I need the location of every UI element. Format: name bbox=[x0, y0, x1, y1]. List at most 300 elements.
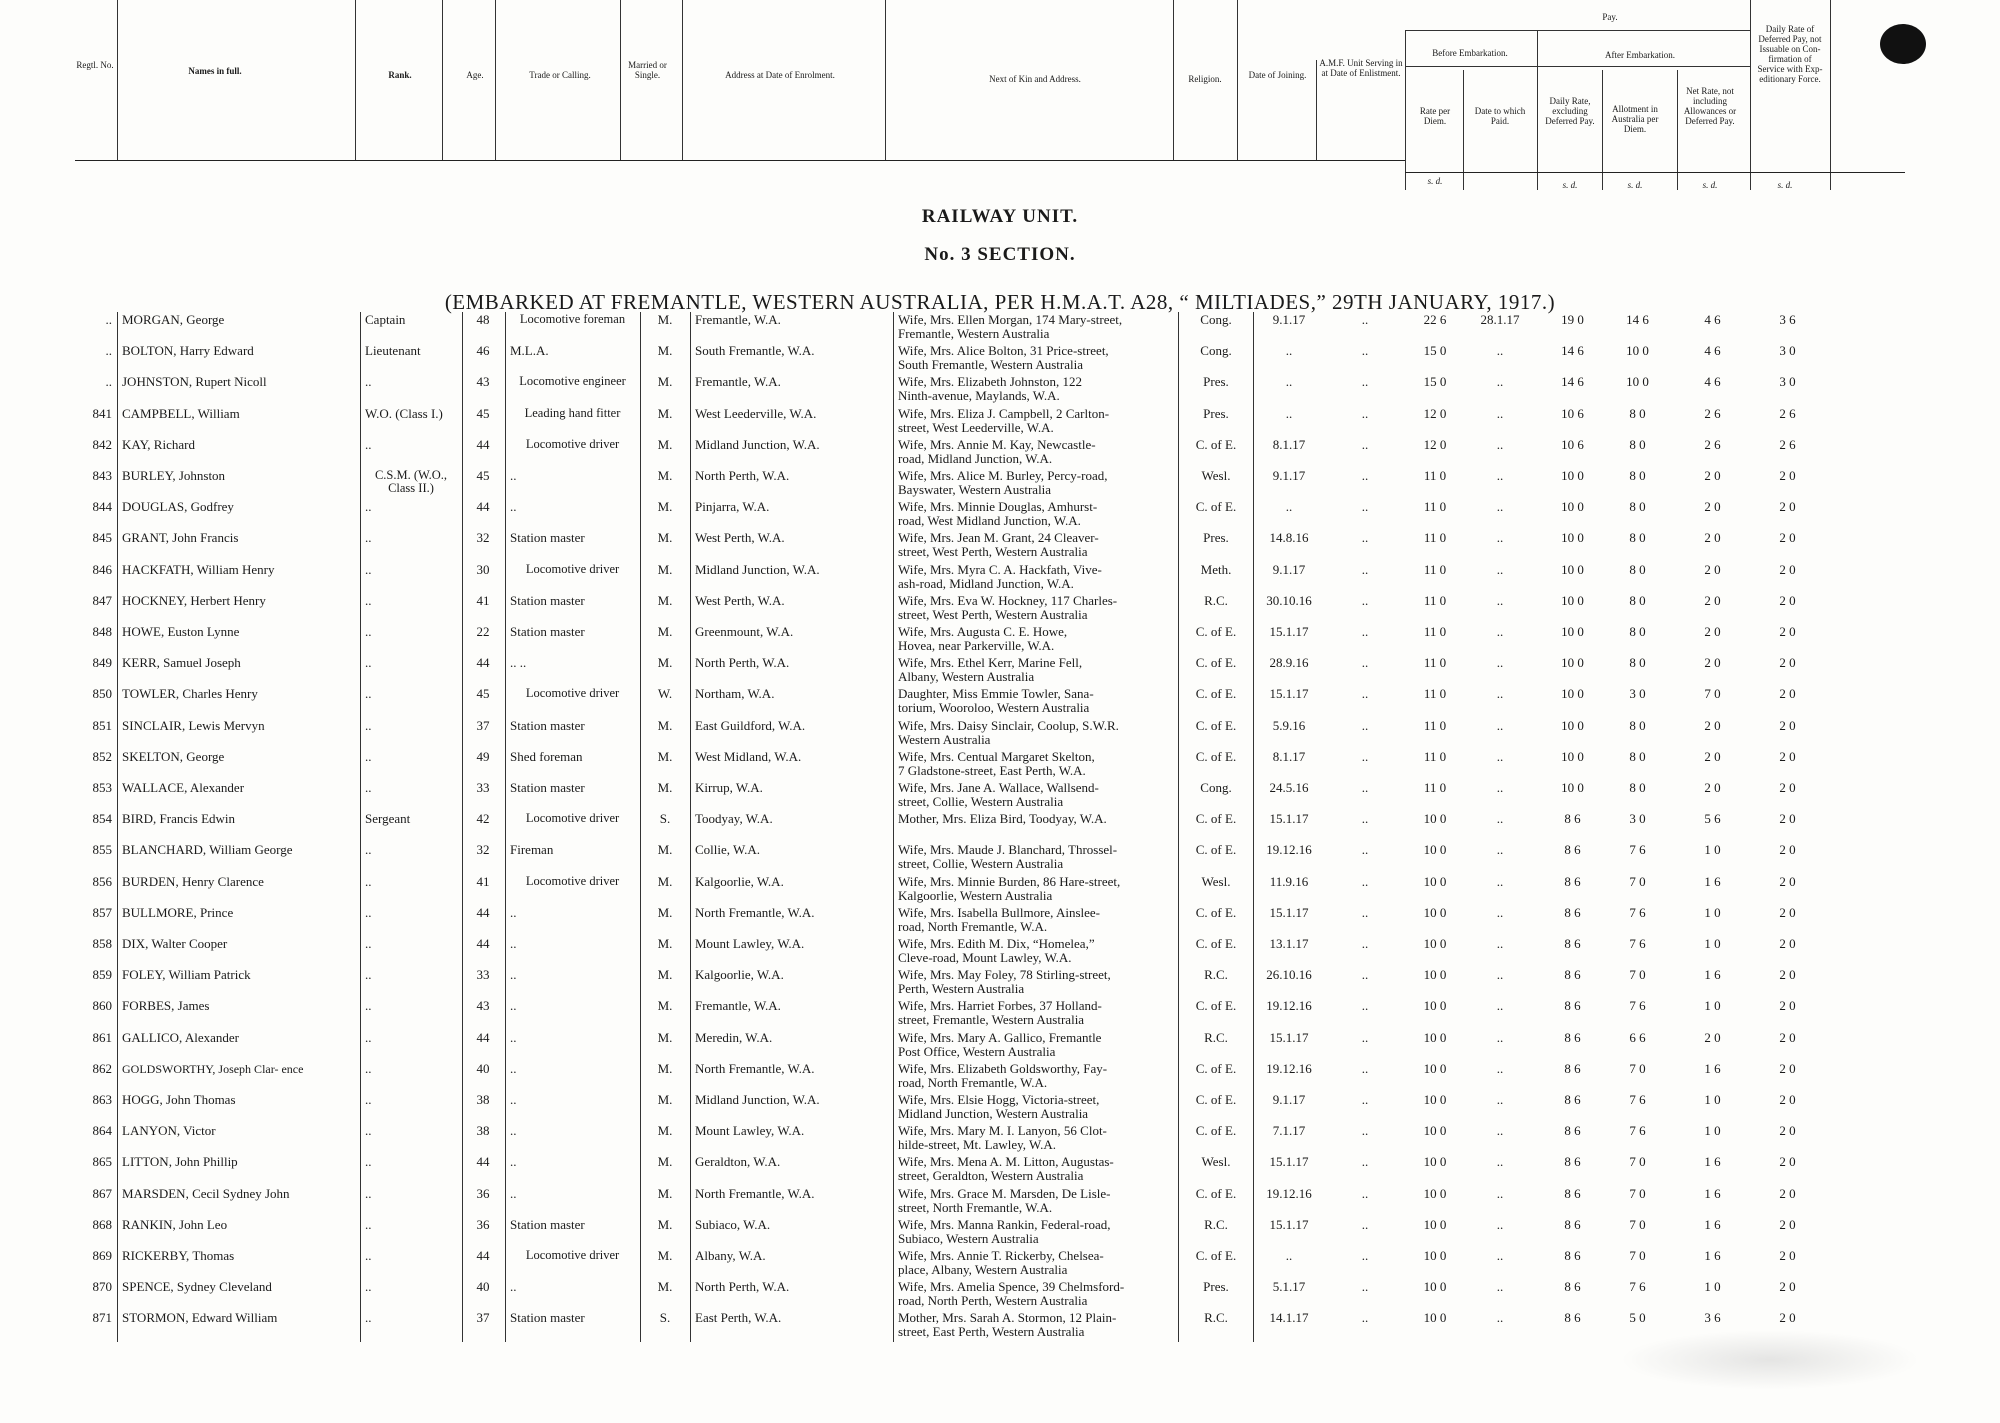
cell-age: 45 bbox=[476, 686, 490, 702]
cell-r3: 8 6 bbox=[1564, 842, 1581, 858]
cell-age: 44 bbox=[476, 655, 490, 671]
cell-r3: 10 0 bbox=[1561, 592, 1584, 608]
cell-rank: .. bbox=[365, 499, 372, 515]
cell-r3: 19 0 bbox=[1561, 312, 1584, 327]
table-row bbox=[0, 811, 2000, 842]
cell-rel: Cong. bbox=[1200, 312, 1232, 327]
cell-r3: 10 0 bbox=[1561, 561, 1584, 577]
cell-r3: 10 0 bbox=[1561, 717, 1584, 733]
cell-amf: .. bbox=[1361, 842, 1369, 858]
rule bbox=[1316, 60, 1317, 160]
cell-kin2: Fremantle, Western Australia bbox=[898, 326, 1050, 341]
cell-rank: .. bbox=[365, 842, 372, 858]
cell-kin2: road, North Fremantle, W.A. bbox=[898, 1074, 1048, 1090]
cell-ms: M. bbox=[657, 499, 673, 515]
cell-r1: 11 0 bbox=[1423, 655, 1447, 671]
cell-name: RANKIN, John Leo bbox=[122, 1216, 228, 1232]
cell-name: FORBES, James bbox=[122, 998, 210, 1014]
cell-kin1: Wife, Mrs. Manna Rankin, Federal-road, bbox=[898, 1216, 1111, 1232]
cell-trade: .. .. bbox=[510, 655, 527, 671]
cell-no: .. bbox=[105, 343, 112, 359]
cell-r5: 1 6 bbox=[1704, 967, 1721, 983]
cell-r5: 2 6 bbox=[1704, 436, 1721, 452]
cell-trade: Station master bbox=[510, 1216, 585, 1232]
cell-r6: 2 0 bbox=[1779, 717, 1796, 733]
cell-kin2: Albany, Western Australia bbox=[898, 669, 1035, 685]
cell-rel: C. of E. bbox=[1195, 842, 1237, 858]
cell-amf: .. bbox=[1361, 1154, 1369, 1170]
cell-rel: C. of E. bbox=[1195, 624, 1237, 639]
rule bbox=[1405, 30, 1406, 190]
cell-r1: 10 0 bbox=[1423, 1310, 1447, 1326]
cell-addr: Mount Lawley, W.A. bbox=[695, 936, 805, 951]
cell-r5: 1 6 bbox=[1704, 1060, 1721, 1076]
cell-r2: .. bbox=[1496, 530, 1504, 546]
cell-trade: Locomotive driver bbox=[525, 436, 620, 451]
cell-ms: M. bbox=[657, 436, 673, 452]
cell-r2: .. bbox=[1496, 624, 1504, 639]
cell-kin2: torium, Wooroloo, Western Australia bbox=[898, 700, 1090, 716]
cell-r4: 14 6 bbox=[1626, 312, 1649, 327]
cell-r5: 1 6 bbox=[1704, 1216, 1721, 1232]
cell-age: 40 bbox=[476, 1279, 490, 1295]
cell-name: BURDEN, Henry Clarence bbox=[122, 873, 264, 889]
cell-rank: .. bbox=[365, 530, 372, 546]
cell-kin2: street, North Fremantle, W.A. bbox=[898, 1199, 1053, 1215]
embarkation-title: (EMBARKED AT FREMANTLE, WESTERN AUSTRALIA, PER H.M.A.T. A28, “ MILTIADES,” 29TH JANUARY, 1917.) bbox=[444, 290, 1556, 314]
cell-kin2: place, Albany, Western Australia bbox=[898, 1262, 1068, 1277]
table-row bbox=[0, 936, 2000, 967]
cell-r3: 10 0 bbox=[1561, 530, 1584, 546]
cell-name: LANYON, Victor bbox=[122, 1123, 216, 1139]
cell-age: 44 bbox=[476, 436, 490, 452]
cell-no: 841 bbox=[92, 405, 112, 421]
cell-kin2: 7 Gladstone-street, East Perth, W.A. bbox=[898, 762, 1086, 778]
cell-r3: 10 0 bbox=[1561, 780, 1584, 795]
cell-r2: .. bbox=[1496, 405, 1504, 421]
cell-no: 868 bbox=[92, 1216, 112, 1232]
cell-addr: Midland Junction, W.A. bbox=[695, 1092, 820, 1107]
cell-rank: .. bbox=[365, 1310, 372, 1326]
cell-age: 32 bbox=[476, 530, 490, 546]
cell-r2: .. bbox=[1496, 717, 1504, 733]
cell-r3: 8 6 bbox=[1564, 1279, 1581, 1295]
cell-rank: Sergeant bbox=[365, 811, 411, 827]
cell-kin1: Wife, Mrs. Grace M. Marsden, De Lisle- bbox=[898, 1185, 1111, 1201]
cell-rel: C. of E. bbox=[1195, 655, 1237, 671]
cell-r3: 8 6 bbox=[1564, 967, 1581, 983]
cell-no: 846 bbox=[92, 561, 112, 577]
cell-rel: R.C. bbox=[1204, 592, 1228, 608]
cell-amf: .. bbox=[1361, 1092, 1369, 1107]
cell-r5: 2 0 bbox=[1704, 468, 1721, 483]
cell-trade: Station master bbox=[510, 530, 585, 546]
cell-r6: 2 0 bbox=[1779, 1154, 1796, 1170]
cell-addr: Midland Junction, W.A. bbox=[695, 561, 820, 577]
cell-r3: 8 6 bbox=[1564, 998, 1581, 1014]
cell-addr: Kirrup, W.A. bbox=[695, 780, 763, 795]
cell-r4: 8 0 bbox=[1629, 655, 1646, 671]
cell-r6: 2 0 bbox=[1779, 1279, 1796, 1295]
cell-rel: R.C. bbox=[1204, 967, 1228, 983]
cell-r1: 10 0 bbox=[1423, 1154, 1447, 1170]
cell-no: 861 bbox=[92, 1029, 112, 1045]
cell-r5: 2 0 bbox=[1704, 748, 1721, 764]
cell-amf: .. bbox=[1361, 1123, 1369, 1139]
cell-no: 862 bbox=[92, 1060, 112, 1076]
cell-kin2: Subiaco, Western Australia bbox=[898, 1230, 1039, 1246]
cell-r6: 2 0 bbox=[1779, 904, 1796, 920]
cell-r4: 7 6 bbox=[1629, 936, 1646, 951]
cell-rel: C. of E. bbox=[1195, 936, 1237, 951]
cell-rel: C. of E. bbox=[1195, 1185, 1237, 1201]
rule bbox=[117, 0, 118, 160]
cell-r5: 7 0 bbox=[1704, 686, 1721, 702]
cell-date: 11.9.16 bbox=[1269, 873, 1309, 889]
cell-kin1: Wife, Mrs. Harriet Forbes, 37 Holland- bbox=[898, 998, 1102, 1014]
cell-kin1: Wife, Mrs. May Foley, 78 Stirling-street, bbox=[898, 967, 1111, 983]
cell-r1: 10 0 bbox=[1423, 873, 1447, 889]
rule bbox=[1405, 30, 1750, 31]
cell-r1: 15 0 bbox=[1423, 343, 1447, 359]
col-after-embarkation: After Embarkation. bbox=[1605, 50, 1675, 60]
cell-r1: 10 0 bbox=[1423, 811, 1447, 827]
cell-amf: .. bbox=[1361, 655, 1369, 671]
cell-date: .. bbox=[1285, 343, 1293, 359]
col-names: Names in full. bbox=[188, 66, 242, 76]
cell-r5: 1 0 bbox=[1704, 998, 1721, 1014]
cell-r4: 7 0 bbox=[1629, 1185, 1646, 1201]
cell-trade: Locomotive foreman bbox=[519, 312, 626, 326]
cell-r4: 8 0 bbox=[1629, 468, 1646, 483]
cell-date: 9.1.17 bbox=[1272, 468, 1306, 483]
cell-r6: 2 0 bbox=[1779, 842, 1796, 858]
cell-r6: 2 0 bbox=[1779, 499, 1796, 515]
cell-age: 44 bbox=[476, 1154, 490, 1170]
table-row bbox=[0, 1154, 2000, 1185]
cell-r5: 4 6 bbox=[1704, 312, 1721, 327]
cell-rel: Wesl. bbox=[1201, 468, 1231, 483]
table-row bbox=[0, 1123, 2000, 1154]
cell-rank: .. bbox=[365, 904, 372, 920]
cell-age: 44 bbox=[476, 1248, 490, 1263]
col-regtl-no: Regtl. No. bbox=[76, 60, 114, 70]
cell-kin1: Wife, Mrs. Eliza J. Campbell, 2 Carlton- bbox=[898, 405, 1110, 421]
cell-r6: 3 0 bbox=[1779, 374, 1796, 390]
cell-amf: .. bbox=[1361, 904, 1369, 920]
cell-r1: 10 0 bbox=[1423, 967, 1447, 983]
cell-r2: .. bbox=[1496, 1279, 1504, 1295]
cell-r6: 3 6 bbox=[1779, 312, 1796, 327]
cell-addr: Fremantle, W.A. bbox=[695, 374, 781, 390]
cell-kin1: Wife, Mrs. Augusta C. E. Howe, bbox=[898, 624, 1068, 639]
column-header bbox=[0, 0, 2000, 190]
cell-age: 44 bbox=[476, 936, 490, 951]
table-row bbox=[0, 343, 2000, 374]
cell-trade: Station master bbox=[510, 592, 585, 608]
cell-ms: M. bbox=[657, 1185, 673, 1201]
cell-r6: 2 0 bbox=[1779, 561, 1796, 577]
cell-r5: 1 0 bbox=[1704, 842, 1721, 858]
cell-age: 42 bbox=[476, 811, 490, 827]
table-row bbox=[0, 1030, 2000, 1061]
cell-r4: 8 0 bbox=[1629, 530, 1646, 546]
cell-kin1: Wife, Mrs. Alice Bolton, 31 Price-street, bbox=[898, 343, 1109, 359]
cell-rank: .. bbox=[365, 561, 372, 577]
cell-r3: 8 6 bbox=[1564, 1216, 1581, 1232]
table-row bbox=[0, 718, 2000, 749]
cell-no: 842 bbox=[92, 436, 112, 452]
cell-r5: 1 0 bbox=[1704, 1123, 1721, 1139]
cell-r3: 14 6 bbox=[1561, 374, 1584, 390]
cell-rank: .. bbox=[365, 1185, 372, 1201]
cell-no: 863 bbox=[92, 1092, 112, 1107]
cell-r1: 22 6 bbox=[1423, 312, 1447, 327]
cell-kin1: Wife, Mrs. Jane A. Wallace, Wallsend- bbox=[898, 780, 1099, 795]
cell-r2: .. bbox=[1496, 904, 1504, 920]
cell-r1: 11 0 bbox=[1423, 499, 1447, 515]
cell-kin2: Perth, Western Australia bbox=[898, 981, 1025, 997]
cell-r6: 2 0 bbox=[1779, 530, 1796, 546]
cell-kin2: Cleve-road, Mount Lawley, W.A. bbox=[898, 950, 1072, 965]
ink-blot bbox=[1880, 24, 1926, 64]
cell-r3: 10 6 bbox=[1561, 405, 1584, 421]
cell-ms: M. bbox=[657, 780, 673, 795]
cell-no: .. bbox=[105, 374, 112, 390]
cell-ms: M. bbox=[657, 1060, 673, 1076]
rule bbox=[75, 160, 1405, 161]
cell-amf: .. bbox=[1361, 624, 1369, 639]
cell-r6: 2 0 bbox=[1779, 873, 1796, 889]
cell-r2: .. bbox=[1496, 1216, 1504, 1232]
cell-r1: 11 0 bbox=[1423, 717, 1447, 733]
cell-age: 45 bbox=[476, 468, 490, 483]
cell-r5: 4 6 bbox=[1704, 343, 1721, 359]
cell-r5: 1 6 bbox=[1704, 1185, 1721, 1201]
cell-rank: .. bbox=[365, 1123, 372, 1139]
cell-amf: .. bbox=[1361, 686, 1369, 702]
cell-rel: C. of E. bbox=[1195, 717, 1237, 733]
cell-date: 8.1.17 bbox=[1272, 436, 1306, 452]
rule bbox=[1405, 66, 1750, 67]
cell-kin2: South Fremantle, Western Australia bbox=[898, 357, 1084, 373]
cell-trade: M.L.A. bbox=[510, 343, 549, 359]
cell-kin1: Wife, Mrs. Minnie Burden, 86 Hare-street, bbox=[898, 873, 1121, 889]
cell-rel: Pres. bbox=[1203, 405, 1229, 421]
cell-rel: Cong. bbox=[1200, 780, 1232, 795]
cell-name: HACKFATH, William Henry bbox=[122, 561, 275, 577]
cell-rel: Pres. bbox=[1203, 374, 1229, 390]
cell-no: 844 bbox=[92, 499, 112, 515]
cell-age: 41 bbox=[476, 873, 490, 889]
cell-amf: .. bbox=[1361, 1185, 1369, 1201]
cell-r6: 2 0 bbox=[1779, 1092, 1796, 1107]
cell-kin2: street, West Perth, Western Australia bbox=[898, 606, 1088, 622]
rule bbox=[682, 0, 683, 160]
cell-no: .. bbox=[105, 312, 112, 327]
cell-amf: .. bbox=[1361, 1029, 1369, 1045]
cell-r4: 8 0 bbox=[1629, 499, 1646, 515]
cell-kin2: road, North Perth, Western Australia bbox=[898, 1293, 1088, 1309]
cell-date: 15.1.17 bbox=[1269, 686, 1309, 702]
cell-r2: .. bbox=[1496, 748, 1504, 764]
cell-r2: .. bbox=[1496, 655, 1504, 671]
cell-kin1: Wife, Mrs. Isabella Bullmore, Ainslee- bbox=[898, 904, 1101, 920]
cell-rank: .. bbox=[365, 998, 372, 1014]
cell-no: 865 bbox=[92, 1154, 112, 1170]
cell-r2: .. bbox=[1496, 592, 1504, 608]
cell-r1: 11 0 bbox=[1423, 592, 1447, 608]
section-title: No. 3 SECTION. bbox=[924, 244, 1076, 265]
cell-r1: 10 0 bbox=[1423, 936, 1447, 951]
cell-rank: .. bbox=[365, 936, 372, 951]
cell-r1: 10 0 bbox=[1423, 1248, 1447, 1263]
cell-r2: .. bbox=[1496, 1248, 1504, 1263]
cell-r4: 5 0 bbox=[1629, 1310, 1646, 1326]
cell-rel: C. of E. bbox=[1195, 811, 1237, 827]
cell-amf: .. bbox=[1361, 468, 1369, 483]
cell-r6: 2 6 bbox=[1779, 405, 1796, 421]
cell-name: FOLEY, William Patrick bbox=[122, 967, 251, 983]
cell-rel: C. of E. bbox=[1195, 748, 1237, 764]
cell-r2: .. bbox=[1496, 1154, 1504, 1170]
cell-rel: C. of E. bbox=[1195, 1060, 1237, 1076]
cell-name: STORMON, Edward William bbox=[122, 1310, 278, 1326]
cell-r1: 10 0 bbox=[1423, 904, 1447, 920]
cell-ms: M. bbox=[657, 343, 673, 359]
cell-no: 869 bbox=[92, 1248, 112, 1263]
cell-addr: Kalgoorlie, W.A. bbox=[695, 873, 784, 889]
cell-rank: .. bbox=[365, 1060, 372, 1076]
cell-r6: 2 0 bbox=[1779, 592, 1796, 608]
cell-amf: .. bbox=[1361, 1310, 1369, 1326]
cell-kin2: street, Collie, Western Australia bbox=[898, 856, 1064, 872]
cell-date: 28.9.16 bbox=[1269, 655, 1309, 671]
cell-rel: C. of E. bbox=[1195, 904, 1237, 920]
cell-trade: .. bbox=[510, 967, 517, 983]
cell-addr: Meredin, W.A. bbox=[695, 1029, 773, 1045]
cell-trade: .. bbox=[510, 998, 517, 1014]
cell-name: MORGAN, George bbox=[122, 312, 225, 327]
cell-trade: .. bbox=[510, 1154, 517, 1170]
cell-amf: .. bbox=[1361, 998, 1369, 1014]
cell-trade: .. bbox=[510, 1185, 517, 1201]
cell-ms: M. bbox=[657, 1248, 673, 1263]
cell-kin2: Kalgoorlie, Western Australia bbox=[898, 887, 1053, 903]
cell-r3: 8 6 bbox=[1564, 1123, 1581, 1139]
cell-addr: North Perth, W.A. bbox=[695, 1279, 790, 1295]
cell-rank: .. bbox=[365, 436, 372, 452]
cell-rel: Wesl. bbox=[1201, 1154, 1231, 1170]
cell-rel: C. of E. bbox=[1195, 499, 1237, 515]
cell-r4: 7 6 bbox=[1629, 842, 1646, 858]
cell-r4: 7 6 bbox=[1629, 904, 1646, 920]
cell-r2: .. bbox=[1496, 343, 1504, 359]
unit-title: RAILWAY UNIT. bbox=[921, 206, 1079, 227]
cell-ms: M. bbox=[657, 1216, 673, 1232]
cell-addr: Northam, W.A. bbox=[695, 686, 775, 702]
cell-r6: 2 6 bbox=[1779, 436, 1796, 452]
cell-kin1: Wife, Mrs. Elsie Hogg, Victoria-street, bbox=[898, 1092, 1100, 1107]
cell-date: 7.1.17 bbox=[1272, 1123, 1306, 1139]
cell-date: 19.12.16 bbox=[1266, 1185, 1312, 1201]
cell-date: .. bbox=[1285, 499, 1293, 515]
cell-kin2: street, West Leederville, W.A. bbox=[898, 419, 1054, 435]
cell-r1: 10 0 bbox=[1423, 1185, 1447, 1201]
cell-r2: .. bbox=[1496, 998, 1504, 1014]
cell-age: 44 bbox=[476, 1029, 490, 1045]
cell-trade: Station master bbox=[510, 1310, 585, 1326]
cell-age: 22 bbox=[476, 624, 490, 639]
cell-r1: 12 0 bbox=[1423, 405, 1447, 421]
cell-rel: R.C. bbox=[1204, 1310, 1228, 1326]
cell-name: GRANT, John Francis bbox=[122, 530, 239, 546]
cell-date: .. bbox=[1285, 1248, 1293, 1263]
cell-trade: .. bbox=[510, 1060, 517, 1076]
cell-r3: 10 0 bbox=[1561, 655, 1584, 671]
cell-rel: Cong. bbox=[1200, 343, 1232, 359]
cell-r4: 3 0 bbox=[1629, 811, 1646, 827]
cell-r6: 3 0 bbox=[1779, 343, 1796, 359]
cell-ms: M. bbox=[657, 1029, 673, 1045]
cell-r5: 2 6 bbox=[1704, 405, 1721, 421]
cell-ms: M. bbox=[657, 904, 673, 920]
table-row bbox=[0, 874, 2000, 905]
col-date-paid: Date to which Paid. bbox=[1474, 106, 1526, 126]
cell-amf: .. bbox=[1361, 499, 1369, 515]
cell-name: SKELTON, George bbox=[122, 748, 225, 764]
cell-r3: 8 6 bbox=[1564, 1248, 1581, 1263]
cell-kin2: Bayswater, Western Australia bbox=[898, 482, 1052, 497]
cell-r5: 2 0 bbox=[1704, 780, 1721, 795]
cell-rank: .. bbox=[365, 1092, 372, 1107]
cell-no: 859 bbox=[92, 967, 112, 983]
cell-r5: 3 6 bbox=[1704, 1310, 1721, 1326]
rule bbox=[620, 0, 621, 160]
cell-age: 44 bbox=[476, 904, 490, 920]
cell-ms: M. bbox=[657, 624, 673, 639]
cell-r1: 11 0 bbox=[1423, 780, 1447, 795]
cell-trade: Locomotive engineer bbox=[519, 374, 626, 389]
cell-ms: S. bbox=[659, 811, 671, 827]
cell-r5: 1 6 bbox=[1704, 1154, 1721, 1170]
cell-r3: 8 6 bbox=[1564, 1185, 1581, 1201]
cell-kin1: Wife, Mrs. Centual Margaret Skelton, bbox=[898, 748, 1095, 764]
cell-name: TOWLER, Charles Henry bbox=[122, 686, 258, 702]
cell-r5: 1 0 bbox=[1704, 1092, 1721, 1107]
cell-amf: .. bbox=[1361, 436, 1369, 452]
cell-kin1: Wife, Mrs. Minnie Douglas, Amhurst- bbox=[898, 499, 1098, 515]
cell-no: 858 bbox=[92, 936, 112, 951]
cell-amf: .. bbox=[1361, 748, 1369, 764]
cell-r2: .. bbox=[1496, 967, 1504, 983]
cell-name: GOLDSWORTHY, Joseph Clar- ence bbox=[122, 1061, 304, 1076]
cell-addr: Albany, W.A. bbox=[695, 1248, 766, 1263]
cell-trade: Leading hand fitter bbox=[524, 405, 621, 420]
cell-age: 36 bbox=[476, 1216, 490, 1232]
cell-r3: 8 6 bbox=[1564, 1029, 1581, 1045]
rule bbox=[1830, 0, 1831, 190]
cell-r5: 5 6 bbox=[1704, 811, 1721, 827]
cell-kin2: street, Geraldton, Western Australia bbox=[898, 1168, 1084, 1184]
cell-r3: 8 6 bbox=[1564, 1310, 1581, 1326]
cell-r1: 11 0 bbox=[1423, 530, 1447, 546]
cell-ms: M. bbox=[657, 312, 673, 327]
cell-r2: .. bbox=[1496, 1029, 1504, 1045]
cell-r5: 2 0 bbox=[1704, 561, 1721, 577]
cell-r4: 7 6 bbox=[1629, 1123, 1646, 1139]
cell-r5: 2 0 bbox=[1704, 499, 1721, 515]
